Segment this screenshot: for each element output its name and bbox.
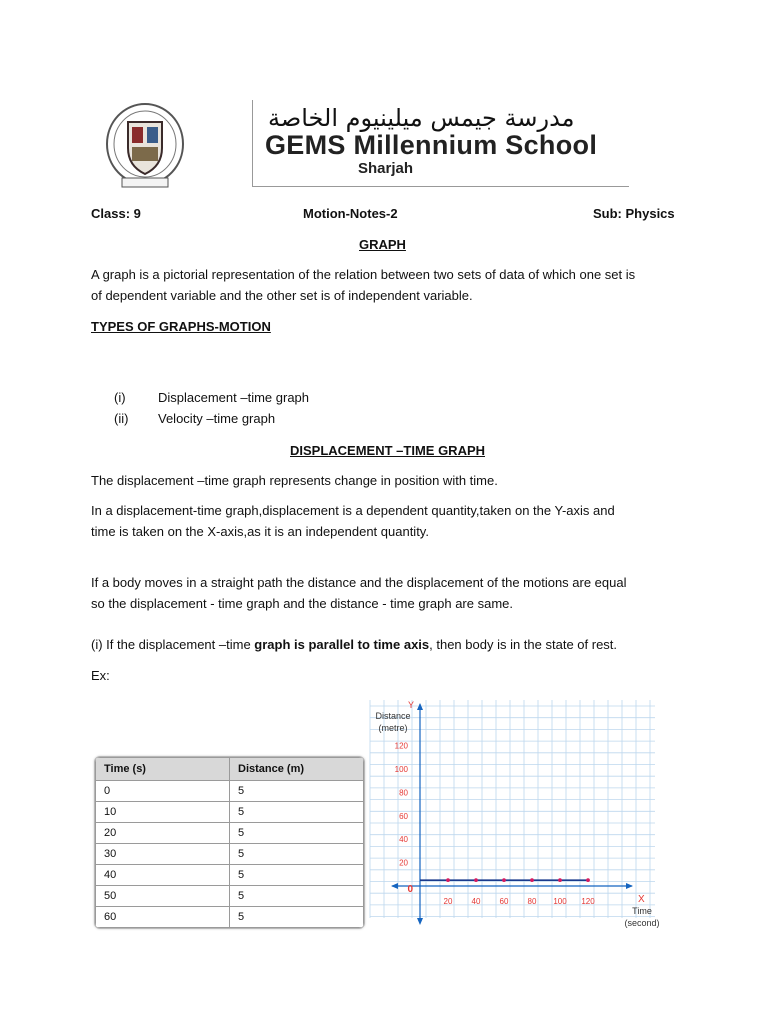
school-name: GEMS Millennium School (265, 130, 598, 160)
table-row (96, 886, 364, 907)
y-tick-label: 80 (399, 788, 408, 798)
paragraph-4 (91, 637, 617, 652)
table-header-cell: Time (s) (96, 758, 230, 781)
table-row (96, 823, 364, 844)
dt-graph-heading: DISPLACEMENT –TIME GRAPH (290, 443, 486, 458)
x-tick-label: 80 (527, 897, 537, 906)
origin-label: 0 (407, 884, 413, 895)
table-cell: 20 (96, 823, 230, 844)
y-tick-label: 40 (399, 835, 408, 845)
paragraph-1: The displacement –time graph represents change in position with time. (91, 473, 498, 488)
distance-time-chart (360, 696, 670, 936)
x-axis-arrow (626, 883, 633, 889)
y-axis-title: Distance (375, 711, 411, 721)
x-tick-label: 60 (499, 897, 509, 906)
table-row (96, 802, 364, 823)
x-axis-letter: X (638, 894, 645, 905)
class-label: Class: 9 (91, 206, 141, 221)
paragraph-2-line-2: time is taken on the X-axis,as it is an independent quantity. (91, 524, 429, 539)
data-point (558, 878, 562, 882)
list-item-text: Displacement –time graph (158, 390, 310, 405)
table-header-cell: Distance (m) (230, 758, 364, 781)
y-tick-label: 20 (399, 858, 408, 868)
x-axis-title: Time (632, 906, 652, 916)
table-cell: 30 (96, 844, 230, 865)
table-cell: 50 (96, 886, 230, 907)
table-cell: 5 (230, 844, 364, 865)
table-header-row (96, 758, 364, 781)
x-axis-title: (second) (624, 918, 660, 928)
x-tick-label: 120 (581, 897, 595, 906)
x-tick-label: 40 (471, 897, 481, 906)
table-cell: 5 (230, 907, 364, 928)
paragraph-3-line-1: If a body moves in a straight path the distance and the displacement of the motions are equal (91, 575, 627, 590)
y-axis-letter: Y (407, 700, 414, 710)
table-cell: 5 (230, 823, 364, 844)
table-cell: 5 (230, 865, 364, 886)
y-axis-arrow (417, 703, 423, 710)
paragraph-4-emphasis: graph is parallel to time axis (254, 637, 430, 652)
x-tick-label: 100 (553, 897, 567, 906)
table-cell: 5 (230, 781, 364, 802)
table-cell: 10 (96, 802, 230, 823)
data-point (586, 878, 590, 882)
school-name-arabic: مدرسة جيمس ميلينيوم الخاصة (268, 104, 575, 132)
data-table (95, 757, 364, 928)
x-tick-label: 20 (443, 897, 453, 906)
types-heading: TYPES OF GRAPHS-MOTION (91, 319, 271, 334)
school-crest-logo (104, 100, 186, 192)
paragraph-4-end: , then body is in the state of rest. (429, 637, 618, 652)
table-cell: 40 (96, 865, 230, 886)
table-row (96, 907, 364, 928)
data-point (530, 878, 534, 882)
paragraph-2-line-1: In a displacement-time graph,displacement is a dependent quantity,taken on the Y-axis and (91, 503, 615, 518)
list-item-number: (ii) (114, 411, 129, 426)
table-cell: 5 (230, 802, 364, 823)
school-city: Sharjah (358, 160, 414, 177)
list-item-number: (i) (114, 390, 126, 405)
y-axis-title: (metre) (378, 723, 408, 733)
table-cell: 60 (96, 907, 230, 928)
y-tick-label: 120 (394, 741, 408, 751)
time-distance-table (94, 756, 365, 929)
y-tick-label: 60 (399, 811, 408, 821)
paragraph-3-line-2: so the displacement - time graph and the distance - time graph are same. (91, 596, 513, 611)
table-row (96, 865, 364, 886)
list-item-text: Velocity –time graph (158, 411, 276, 426)
subject-label: Sub: Physics (593, 206, 675, 221)
graph-definition-line-1: A graph is a pictorial representation of the relation between two sets of data of which one set is (91, 267, 636, 282)
data-point (502, 878, 506, 882)
data-point (446, 878, 450, 882)
data-point (474, 878, 478, 882)
table-row (96, 781, 364, 802)
notes-title: Motion-Notes-2 (303, 206, 398, 221)
graph-heading: GRAPH (359, 237, 406, 252)
example-label: Ex: (91, 668, 110, 683)
paragraph-4-start: (i) If the displacement –time (91, 637, 255, 652)
graph-definition-line-2: of dependent variable and the other set is of independent variable. (91, 288, 473, 303)
y-axis-arrow (417, 918, 423, 925)
y-tick-label: 100 (394, 765, 408, 774)
table-cell: 0 (96, 781, 230, 802)
table-row (96, 844, 364, 865)
table-cell: 5 (230, 886, 364, 907)
x-axis-arrow (391, 883, 398, 889)
